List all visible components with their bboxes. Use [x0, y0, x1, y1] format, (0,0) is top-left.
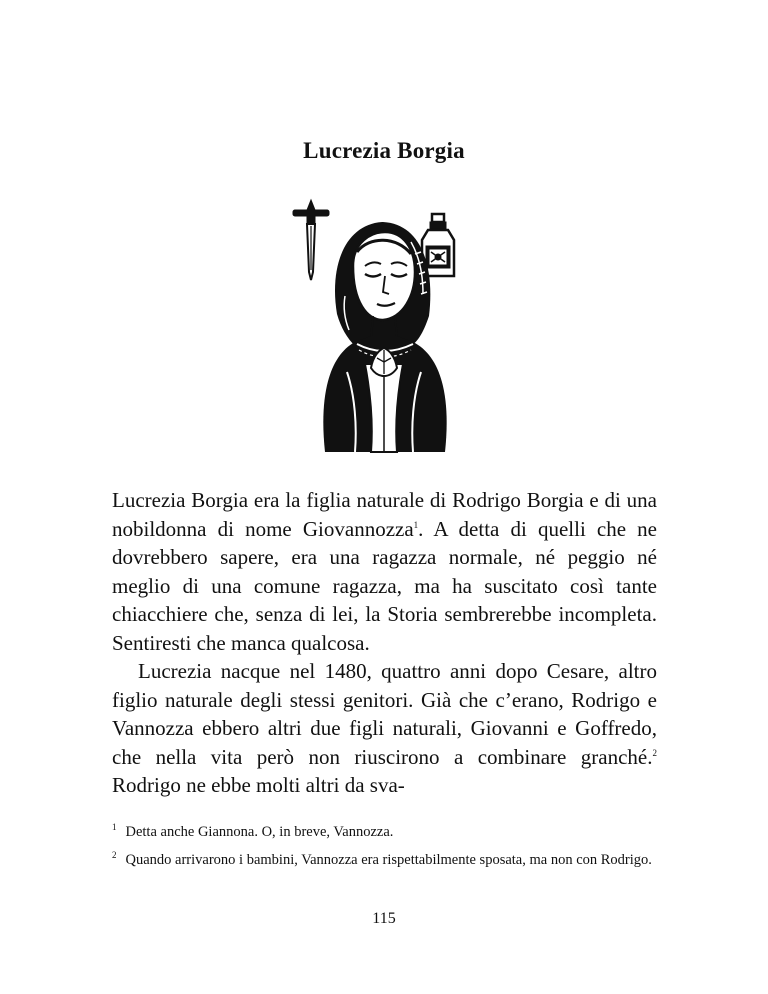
- lucrezia-portrait-icon: [285, 196, 485, 458]
- footnote-text: Detta anche Giannona. O, in breve, Vannozza.: [125, 824, 394, 840]
- paragraph-text: Lucrezia Borgia era la figlia naturale di Rodrigo Borgia e di una nobildonna di nome Giovannozza: [112, 488, 657, 541]
- paragraph-text: Lucrezia nacque nel 1480, quattro anni dopo Cesare, altro figlio naturale degli stessi genitori. Già che c’erano, Rodrigo e Vannozza ebbero altri due figli naturali, Giovanni e Goffredo, che nella vita però non riuscirono a combinare granché.: [112, 659, 657, 769]
- dagger-icon: [293, 200, 329, 280]
- footnote-reference[interactable]: 2: [652, 747, 657, 758]
- chapter-title: Lucrezia Borgia: [303, 138, 465, 163]
- paragraph-text: . A detta di quelli che ne dovrebbero sapere, era una ragazza normale, né peggio né meglio di una comune ragazza, ma ha suscitato così tante chiacchiere che, senza di lei, la Storia sembrerebbe incompleta. Sentiresti che manca qualcosa.: [112, 516, 658, 655]
- footnotes: [112, 821, 657, 877]
- footnote-reference[interactable]: 1: [413, 519, 419, 530]
- paragraph: [112, 486, 657, 657]
- paragraph-text: Rodrigo ne ebbe molti altri da sva-: [112, 773, 405, 797]
- page-number: 115: [372, 910, 396, 927]
- footnote: [112, 849, 657, 871]
- body-text: [112, 486, 657, 800]
- footnote-mark: 2: [112, 850, 117, 861]
- footnote-text: Quando arrivarono i bambini, Vannozza era rispettabilmente sposata, ma non con Rodrigo.: [125, 852, 652, 868]
- paragraph: [112, 657, 657, 800]
- footnote-mark: 1: [112, 822, 117, 833]
- footnote: [112, 821, 657, 843]
